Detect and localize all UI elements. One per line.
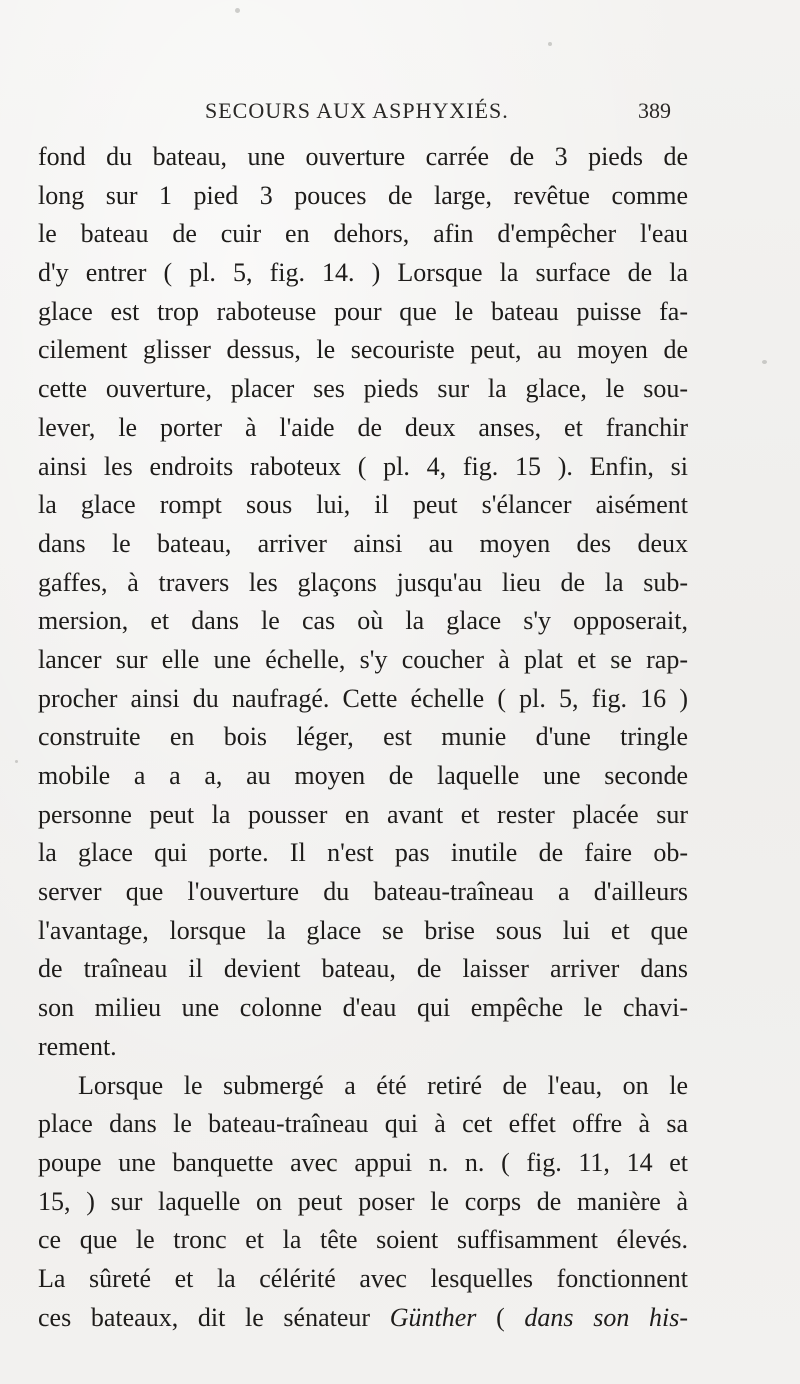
- text-line: dans le bateau, arriver ainsi au moyen des deux: [38, 528, 688, 558]
- text-line: l'avantage, lorsque la glace se brise sous lui et que: [38, 915, 688, 945]
- text-line: mersion, et dans le cas où la glace s'y opposerait,: [38, 606, 688, 636]
- text-line: cette ouverture, placer ses pieds sur la glace, le sou-: [38, 374, 688, 404]
- text-line: rement.: [38, 1031, 117, 1061]
- text-line: ainsi les endroits raboteux ( pl. 4, fig. 15 ). Enfin, si: [38, 451, 688, 481]
- running-title: SECOURS AUX ASPHYXIÉS.: [205, 98, 509, 123]
- paper-speck: [15, 760, 18, 763]
- text-line: long sur 1 pied 3 pouces de large, revêtue comme: [38, 180, 688, 210]
- text-line: server que l'ouverture du bateau-traîneau a d'ailleurs: [38, 877, 688, 907]
- text-run: ces bateaux, dit le sénateur: [38, 1302, 390, 1332]
- page-number: 389: [638, 98, 671, 123]
- text-line: d'y entrer ( pl. 5, fig. 14. ) Lorsque la surface de la: [38, 258, 688, 288]
- text-line: construite en bois léger, est munie d'une tringle: [38, 722, 688, 752]
- text-line: ce que le tronc et la tête soient suffisamment élevés.: [38, 1225, 688, 1255]
- text-line: 15, ) sur laquelle on peut poser le corps de manière à: [38, 1186, 688, 1216]
- text-run-italic: dans son his-: [524, 1302, 688, 1332]
- text-line: lever, le porter à l'aide de deux anses, et franchir: [38, 412, 688, 442]
- text-line: fond du bateau, une ouverture carrée de 3 pieds de: [38, 142, 688, 171]
- body-text: [38, 138, 688, 1337]
- text-line: procher ainsi du naufragé. Cette échelle ( pl. 5, fig. 16 ): [38, 683, 688, 713]
- text-line: cilement glisser dessus, le secouriste peut, au moyen de: [38, 335, 688, 365]
- text-line: la glace qui porte. Il n'est pas inutile de faire ob-: [38, 838, 688, 868]
- text-line: le bateau de cuir en dehors, afin d'empêcher l'eau: [38, 219, 688, 249]
- text-line: gaffes, à travers les glaçons jusqu'au lieu de la sub-: [38, 567, 688, 597]
- person-name: Günther: [389, 1302, 477, 1332]
- text-line: lancer sur elle une échelle, s'y coucher à plat et se rap-: [38, 644, 688, 674]
- text-line: son milieu une colonne d'eau qui empêche le chavi-: [38, 993, 688, 1023]
- paper-speck: [548, 42, 552, 46]
- text-line: la glace rompt sous lui, il peut s'élancer aisément: [38, 490, 688, 520]
- paper-speck: [235, 8, 240, 13]
- text-line: poupe une banquette avec appui n. n. ( fig. 11, 14 et: [38, 1147, 688, 1177]
- text-line: Lorsque le submergé a été retiré de l'eau, on le: [78, 1070, 688, 1100]
- text-line: glace est trop raboteuse pour que le bateau puisse fa-: [38, 296, 688, 326]
- text-line: La sûreté et la célérité avec lesquelles fonctionnent: [38, 1263, 688, 1293]
- text-line: de traîneau il devient bateau, de laisser arriver dans: [38, 954, 688, 984]
- text-line-final: [38, 1299, 688, 1338]
- running-head: [0, 98, 800, 134]
- paper-speck: [762, 360, 767, 364]
- text-line: mobile a a a, au moyen de laquelle une seconde: [38, 761, 688, 790]
- text-line: place dans le bateau-traîneau qui à cet effet offre à sa: [38, 1109, 688, 1139]
- text-run: (: [476, 1302, 525, 1332]
- text-line: personne peut la pousser en avant et rester placée sur: [38, 799, 688, 829]
